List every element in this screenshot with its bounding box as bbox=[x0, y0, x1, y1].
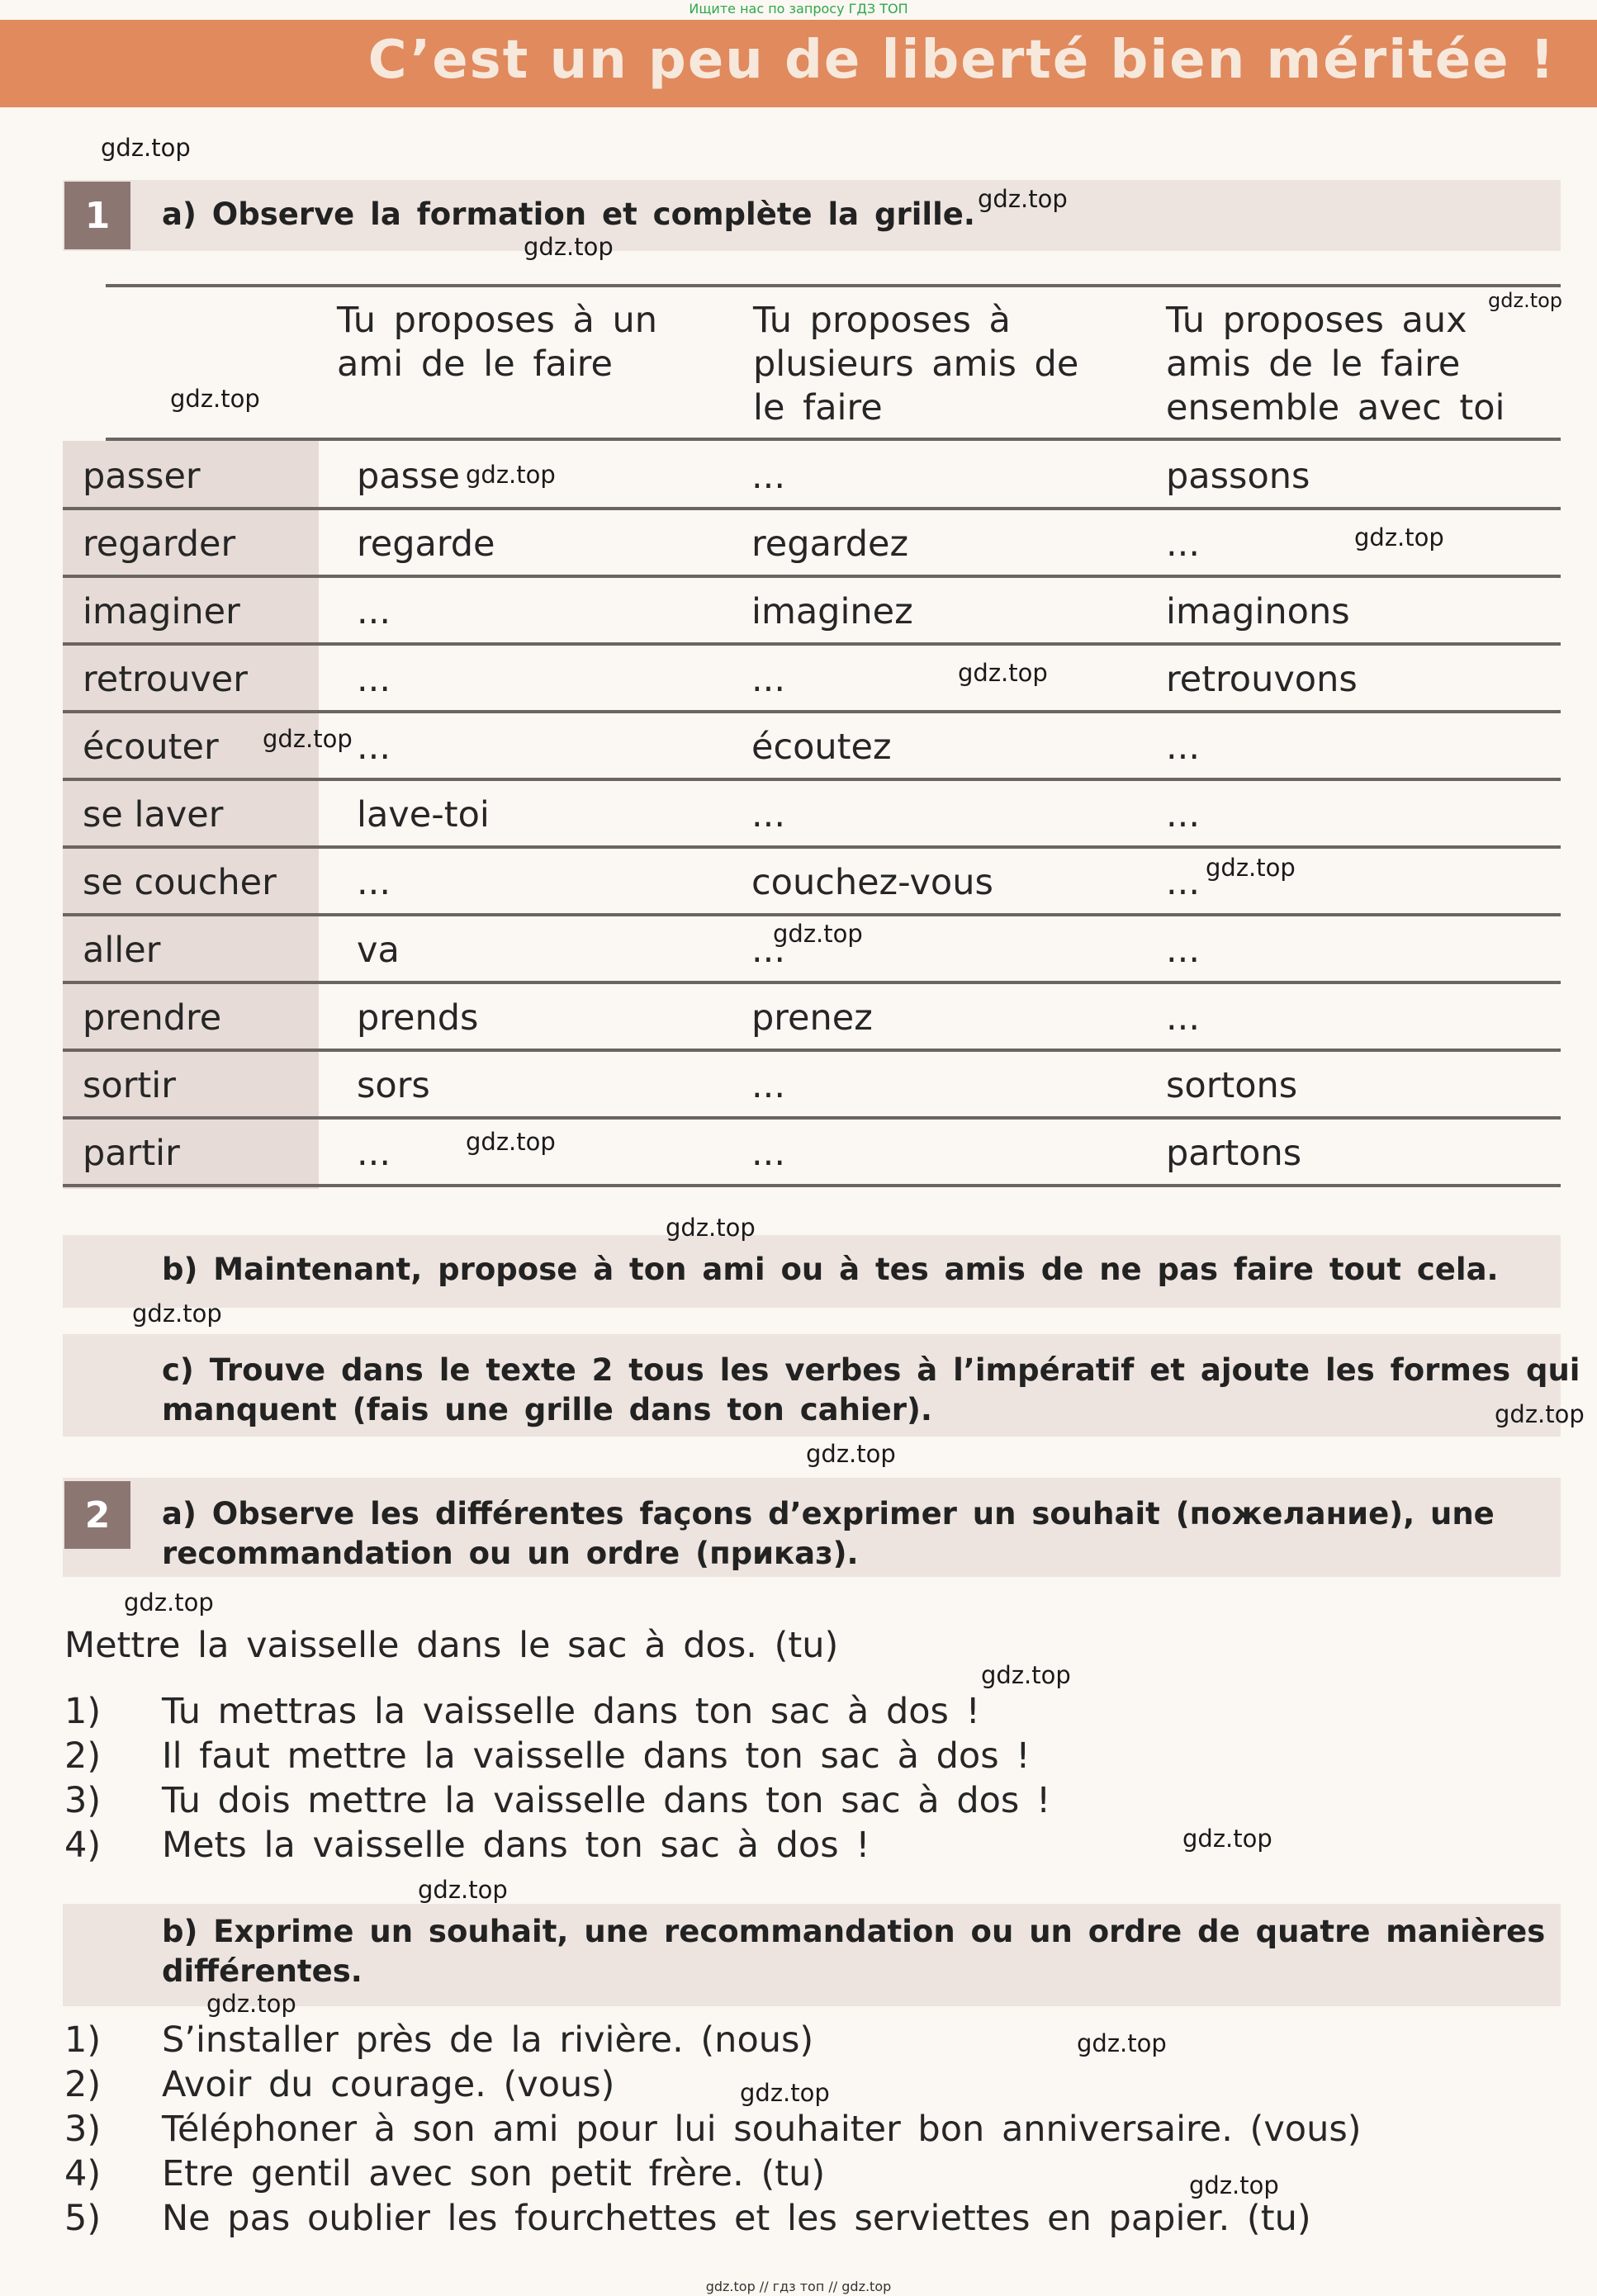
task2-a-instruction-line2: recommandation ou un ordre (приказ). bbox=[162, 1536, 859, 1571]
task1-c-instruction-line1: c) Trouve dans le texte 2 tous les verbes à l’impératif et ajoute les formes qui bbox=[162, 1352, 1580, 1388]
task2-a-instruction-line1: a) Observe les différentes façons d’exprimer un souhait (пожелание), une bbox=[162, 1496, 1495, 1531]
grid-row-line bbox=[63, 981, 1561, 984]
task2-number: 2 bbox=[64, 1481, 130, 1549]
exercise-sentence: Ne pas oublier les fourchettes et les serviettes en papier. (tu) bbox=[162, 2198, 1311, 2239]
grid-top-line bbox=[106, 284, 1561, 287]
bottom-watermark-note: gdz.top // гдз топ // gdz.top bbox=[705, 2279, 892, 2294]
grid-cell: regarder bbox=[83, 523, 236, 565]
exercise-number: 4) bbox=[64, 2153, 102, 2194]
watermark: gdz.top bbox=[132, 1299, 222, 1328]
exercise-number: 1) bbox=[64, 2019, 102, 2061]
grid-cell: partons bbox=[1166, 1133, 1302, 1174]
page-title: C’est un peu de liberté bien méritée ! bbox=[367, 30, 1556, 91]
task1-b-instruction: b) Maintenant, propose à ton ami ou à tes amis de ne pas faire tout cela. bbox=[162, 1252, 1499, 1287]
watermark: gdz.top bbox=[806, 1440, 896, 1468]
grid-row-line bbox=[63, 642, 1561, 646]
grid-cell: partir bbox=[83, 1133, 180, 1174]
watermark: gdz.top bbox=[418, 1876, 508, 1904]
exercise-sentence: Etre gentil avec son petit frère. (tu) bbox=[162, 2153, 826, 2194]
grid-header-col3: Tu proposes aux amis de le faire ensemble avec toi bbox=[1166, 300, 1505, 428]
task2-b-instruction-line2: différentes. bbox=[162, 1953, 363, 1989]
exercise-sentence: S’installer près de la rivière. (nous) bbox=[162, 2019, 814, 2061]
grid-header-col2: Tu proposes à plusieurs amis de le faire bbox=[753, 300, 1079, 428]
grid-cell: couchez-vous bbox=[751, 862, 993, 903]
watermark: gdz.top bbox=[1077, 2029, 1167, 2057]
watermark: gdz.top bbox=[978, 185, 1068, 213]
grid-cell: passer bbox=[83, 456, 201, 497]
grid-cell: ... bbox=[1166, 997, 1201, 1039]
grid-cell: passe bbox=[357, 456, 460, 497]
grid-cell: ... bbox=[357, 862, 391, 903]
watermark: gdz.top bbox=[981, 1661, 1071, 1689]
exercise-sentence: Téléphoner à son ami pour lui souhaiter bon anniversaire. (vous) bbox=[162, 2109, 1362, 2150]
grid-row-line bbox=[63, 507, 1561, 510]
grid-cell: ... bbox=[751, 456, 786, 497]
grid-cell: regarde bbox=[357, 523, 495, 565]
grid-header-col1: Tu proposes à un ami de le faire bbox=[337, 300, 658, 385]
grid-cell: ... bbox=[751, 930, 786, 971]
grid-cell: se laver bbox=[83, 794, 224, 836]
grid-cell: ... bbox=[751, 794, 786, 836]
watermark: gdz.top bbox=[524, 233, 614, 261]
grid-cell: sors bbox=[357, 1065, 430, 1106]
task2-b-instruction-line1: b) Exprime un souhait, une recommandation ou un ordre de quatre manières bbox=[162, 1914, 1546, 1949]
example-number: 3) bbox=[64, 1780, 102, 1821]
grid-header-line bbox=[106, 438, 1561, 441]
exercise-sentence: Avoir du courage. (vous) bbox=[162, 2064, 615, 2105]
watermark: gdz.top bbox=[170, 385, 260, 413]
grid-cell: lave-toi bbox=[357, 794, 490, 836]
grid-cell: ... bbox=[1166, 862, 1201, 903]
grid-row-line bbox=[63, 845, 1561, 849]
grid-cell: imaginez bbox=[751, 591, 913, 632]
grid-cell: sortons bbox=[1166, 1065, 1298, 1106]
grid-cell: ... bbox=[1166, 794, 1201, 836]
grid-row-line bbox=[63, 575, 1561, 578]
grid-cell: ... bbox=[357, 659, 391, 700]
task1-c-instruction-line2: manquent (fais une grille dans ton cahier). bbox=[162, 1392, 932, 1427]
grid-row-line bbox=[63, 1049, 1561, 1052]
grid-cell: ... bbox=[751, 659, 786, 700]
example-sentence: Mets la vaisselle dans ton sac à dos ! bbox=[162, 1825, 870, 1866]
grid-cell: va bbox=[357, 930, 400, 971]
grid-cell: retrouvons bbox=[1166, 659, 1358, 700]
watermark: gdz.top bbox=[124, 1588, 214, 1617]
watermark: gdz.top bbox=[466, 461, 556, 489]
grid-cell: écouter bbox=[83, 727, 219, 768]
grid-row-line bbox=[63, 913, 1561, 916]
exercise-number: 5) bbox=[64, 2198, 102, 2239]
grid-row-line bbox=[63, 1184, 1561, 1187]
top-watermark-note: Ищите нас по запросу ГДЗ ТОП bbox=[689, 1, 908, 17]
grid-row-line bbox=[63, 710, 1561, 713]
watermark: gdz.top bbox=[1495, 1400, 1585, 1428]
watermark: gdz.top bbox=[1488, 289, 1563, 312]
grid-row-line bbox=[63, 778, 1561, 781]
grid-cell: ... bbox=[1166, 727, 1201, 768]
grid-cell: ... bbox=[1166, 930, 1201, 971]
grid-cell: prenez bbox=[751, 997, 873, 1039]
watermark: gdz.top bbox=[773, 920, 863, 948]
grid-cell: aller bbox=[83, 930, 161, 971]
watermark: gdz.top bbox=[101, 134, 191, 162]
watermark: gdz.top bbox=[1189, 2171, 1279, 2199]
grid-cell: ... bbox=[357, 1133, 391, 1174]
task1-number: 1 bbox=[64, 182, 130, 249]
example-number: 1) bbox=[64, 1691, 102, 1732]
title-banner bbox=[0, 20, 1597, 107]
watermark: gdz.top bbox=[740, 2079, 830, 2107]
task2-example: Mettre la vaisselle dans le sac à dos. (tu) bbox=[64, 1625, 839, 1666]
task1-a-instruction: a) Observe la formation et complète la grille. bbox=[162, 196, 975, 232]
grid-cell: prends bbox=[357, 997, 479, 1039]
example-sentence: Il faut mettre la vaisselle dans ton sac à dos ! bbox=[162, 1735, 1031, 1777]
exercise-number: 2) bbox=[64, 2064, 102, 2105]
watermark: gdz.top bbox=[466, 1128, 556, 1156]
watermark: gdz.top bbox=[1354, 523, 1444, 552]
grid-cell: ... bbox=[357, 727, 391, 768]
watermark: gdz.top bbox=[1182, 1825, 1272, 1853]
grid-row-line bbox=[63, 1116, 1561, 1120]
exercise-number: 3) bbox=[64, 2109, 102, 2150]
grid-cell: imaginons bbox=[1166, 591, 1350, 632]
example-sentence: Tu mettras la vaisselle dans ton sac à dos ! bbox=[162, 1691, 980, 1732]
example-sentence: Tu dois mettre la vaisselle dans ton sac à dos ! bbox=[162, 1780, 1051, 1821]
watermark: gdz.top bbox=[1206, 854, 1296, 882]
grid-cell: sortir bbox=[83, 1065, 176, 1106]
grid-cell: ... bbox=[751, 1133, 786, 1174]
grid-cell: imaginer bbox=[83, 591, 240, 632]
example-number: 2) bbox=[64, 1735, 102, 1777]
grid-cell: écoutez bbox=[751, 727, 892, 768]
watermark: gdz.top bbox=[263, 725, 353, 753]
example-number: 4) bbox=[64, 1825, 102, 1866]
watermark: gdz.top bbox=[958, 659, 1048, 687]
grid-cell: ... bbox=[357, 591, 391, 632]
grid-cell: retrouver bbox=[83, 659, 248, 700]
grid-cell: se coucher bbox=[83, 862, 277, 903]
grid-cell: prendre bbox=[83, 997, 222, 1039]
grid-cell: ... bbox=[1166, 523, 1201, 565]
grid-cell: passons bbox=[1166, 456, 1310, 497]
grid-cell: ... bbox=[751, 1065, 786, 1106]
grid-cell: regardez bbox=[751, 523, 909, 565]
watermark: gdz.top bbox=[666, 1214, 756, 1242]
watermark: gdz.top bbox=[206, 1990, 296, 2018]
